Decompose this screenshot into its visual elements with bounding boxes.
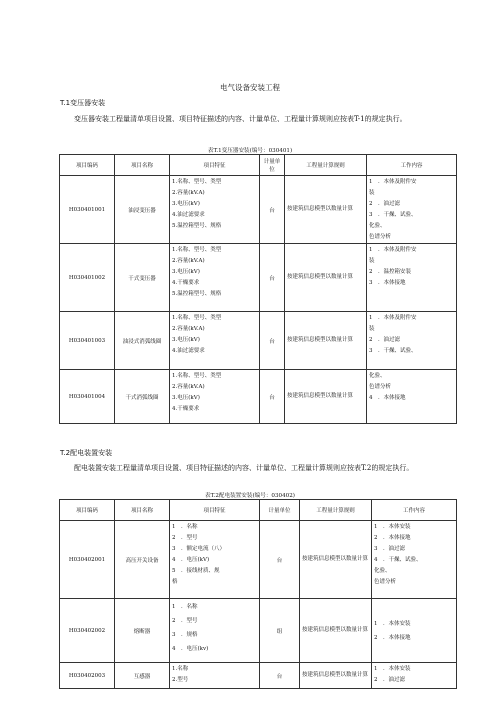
feature-line: 4.油过滤要求: [172, 348, 205, 354]
feature-line: 2.容量(kV.A): [172, 190, 205, 196]
content-line: 1 ．本体安装: [374, 524, 411, 530]
item-name: 干式消弧线圈: [115, 370, 170, 424]
feature-line: 格: [172, 579, 178, 585]
feature-line: 2 ．型号: [172, 535, 198, 541]
item-features: [170, 176, 260, 244]
col-header-feature: 项目特征: [170, 500, 260, 521]
feature-line: 4.干燥要求: [172, 406, 200, 412]
col-header-content: 工作内容: [367, 155, 457, 176]
item-name: 油浸式消弧线圈: [115, 312, 170, 370]
content-line: 1 ．本体及附件安: [369, 315, 417, 321]
feature-line: 1.名称、型号、类型: [172, 373, 222, 379]
content-line: 2 ．温控箱安装: [369, 269, 411, 275]
item-name: 干式变压器: [115, 244, 170, 312]
content-line: 4 ．本体接地: [369, 395, 406, 401]
table-caption-t1: 表T.1变压器安装(编号：030401): [207, 148, 293, 154]
item-unit: 台: [260, 312, 285, 370]
feature-line: 2.容量(kV.A): [172, 258, 205, 264]
item-content: [367, 176, 457, 244]
col-header-name: 项目名称: [115, 155, 170, 176]
feature-line: 1 ．名称: [172, 604, 198, 610]
item-rule: 按建筑信息模型以数量计算: [300, 599, 372, 663]
content-line: 2 ．油过滤: [369, 201, 400, 207]
feature-line: 5.温控箱型号、规格: [172, 223, 222, 229]
table-row: [60, 521, 457, 599]
item-rule: 按建筑信息模型以数量计算: [285, 370, 367, 424]
feature-line: 1.名称、型号、类型: [172, 315, 222, 321]
feature-line: 1.名称: [172, 666, 189, 672]
item-rule: 按建筑信息模型以数量计算: [300, 663, 372, 689]
item-content: [367, 370, 457, 424]
item-unit: 台: [260, 521, 300, 599]
item-unit: 组: [260, 599, 300, 663]
item-code: H030401003: [60, 312, 115, 370]
content-line: 装: [369, 326, 375, 332]
item-name: 油浸变压器: [115, 176, 170, 244]
item-content: [372, 521, 457, 599]
item-content: [372, 599, 457, 663]
item-code: H030402001: [60, 521, 115, 599]
item-rule: 按建筑信息模型以数量计算: [285, 244, 367, 312]
content-line: 色谱分析: [369, 384, 392, 390]
content-line: 2 ．本体接地: [374, 635, 411, 641]
content-line: 化验、: [374, 568, 391, 574]
item-code: H030401004: [60, 370, 115, 424]
content-line: 3 ．干燥、试验、: [369, 348, 417, 354]
col-header-rule: 工程量计算规则: [300, 500, 372, 521]
content-line: 3 ．干燥、试验、: [369, 212, 417, 218]
feature-line: 4 ．电压(kv): [172, 646, 209, 652]
content-line: 3 ．油过滤: [374, 546, 405, 552]
col-header-unit: 计量单位: [260, 155, 285, 176]
feature-line: 3.电压(kV): [172, 337, 200, 343]
section-heading-t1: T.1变压器安装: [60, 99, 106, 107]
item-code: H030401001: [60, 176, 115, 244]
content-line: 装: [369, 258, 375, 264]
feature-line: 2 ．型号: [172, 618, 198, 624]
item-unit: 台: [260, 663, 300, 689]
table-row: [60, 176, 457, 244]
content-line: 色谱分析: [369, 234, 392, 240]
table-t1: [59, 154, 457, 424]
item-code: H030402002: [60, 599, 115, 663]
col-header-code: 项目编码: [60, 155, 115, 176]
item-features: [170, 312, 260, 370]
feature-line: 1 ．名称: [172, 524, 198, 530]
table-row: [60, 244, 457, 312]
table-t2: [59, 499, 457, 689]
item-rule: 按建筑信息模型以数量计算: [300, 521, 372, 599]
item-content: [372, 663, 457, 689]
feature-line: 5 ．接线材质、规: [172, 568, 220, 574]
item-name: 熔断器: [115, 599, 170, 663]
content-line: 装: [369, 190, 375, 196]
content-line: 化验、: [369, 373, 386, 379]
table-row: [60, 663, 457, 689]
col-header-unit: 计量单位: [260, 500, 300, 521]
feature-line: 3 ．规格: [172, 632, 198, 638]
content-line: 色谱分析: [374, 579, 397, 585]
item-rule: 按建筑信息模型以数量计算: [285, 312, 367, 370]
item-features: [170, 599, 260, 663]
content-line: 化验、: [369, 223, 386, 229]
feature-line: 1.名称、型号、类型: [172, 179, 222, 185]
item-features: [170, 663, 260, 689]
item-features: [170, 521, 260, 599]
feature-line: 1.名称、型号、类型: [172, 247, 222, 253]
item-name: 高压开关设备: [115, 521, 170, 599]
item-code: H030401002: [60, 244, 115, 312]
section-paragraph-t2: 配电装置安装工程量清单项目设置、项目特征描述的内容、计量单位、工程量计算规则应按表T.2的规定执行。: [74, 464, 414, 472]
section-paragraph-t1: 变压器安装工程量清单项目设置、项目特征描述的内容、计量单位、工程量计算规则应按表T-1的规定执行。: [74, 115, 407, 123]
col-header-name: 项目名称: [115, 500, 170, 521]
content-line: 2 ．油过滤: [369, 337, 400, 343]
table-row: [60, 370, 457, 424]
content-line: 1 ．本体及附件安: [369, 179, 417, 185]
item-unit: 台: [260, 370, 285, 424]
feature-line: 3.电压(kV): [172, 395, 200, 401]
item-features: [170, 244, 260, 312]
table-row: [60, 312, 457, 370]
feature-line: 2.容量(kV.A): [172, 326, 205, 332]
col-header-rule: 工程量计算规则: [285, 155, 367, 176]
content-line: 1 ．本体安装: [374, 621, 411, 627]
feature-line: 2.型号: [172, 677, 189, 683]
content-line: 4 ．干燥、试验、: [374, 557, 422, 563]
content-line: 2 ．本体接地: [374, 535, 411, 541]
item-name: 互感器: [115, 663, 170, 689]
item-rule: 按建筑信息模型以数量计算: [285, 176, 367, 244]
item-content: [367, 244, 457, 312]
table-caption-t2: 表T.2配电装置安装(编号：030402): [205, 493, 295, 499]
item-features: [170, 370, 260, 424]
feature-line: 4.油过滤要求: [172, 212, 205, 218]
col-header-feature: 项目特征: [170, 155, 260, 176]
feature-line: 5.温控箱型号、规格: [172, 291, 222, 297]
col-header-content: 工作内容: [372, 500, 457, 521]
content-line: 3 ．本体接地: [369, 280, 406, 286]
feature-line: 4.干燥要求: [172, 280, 200, 286]
content-line: 1 ．本体安装: [374, 666, 411, 672]
table-header-row: [60, 500, 457, 521]
feature-line: 3 ．额定电流（八）: [172, 546, 225, 552]
feature-line: 4 ．电压(kV): [172, 557, 210, 563]
content-line: 1 ．本体及附件安: [369, 247, 417, 253]
table-header-row: [60, 155, 457, 176]
item-code: H030402003: [60, 663, 115, 689]
feature-line: 3.电压(kV): [172, 201, 200, 207]
table-row: [60, 599, 457, 663]
item-content: [367, 312, 457, 370]
content-line: 2 ．油过滤: [374, 677, 405, 683]
feature-line: 3.电压(kV): [172, 269, 200, 275]
item-unit: 台: [260, 176, 285, 244]
section-heading-t2: T.2配电装置安装: [60, 449, 113, 457]
document-title: 电气设备安装工程: [220, 83, 280, 92]
item-unit: 台: [260, 244, 285, 312]
feature-line: 2.容量(kV.A): [172, 384, 205, 390]
col-header-code: 项目编码: [60, 500, 115, 521]
